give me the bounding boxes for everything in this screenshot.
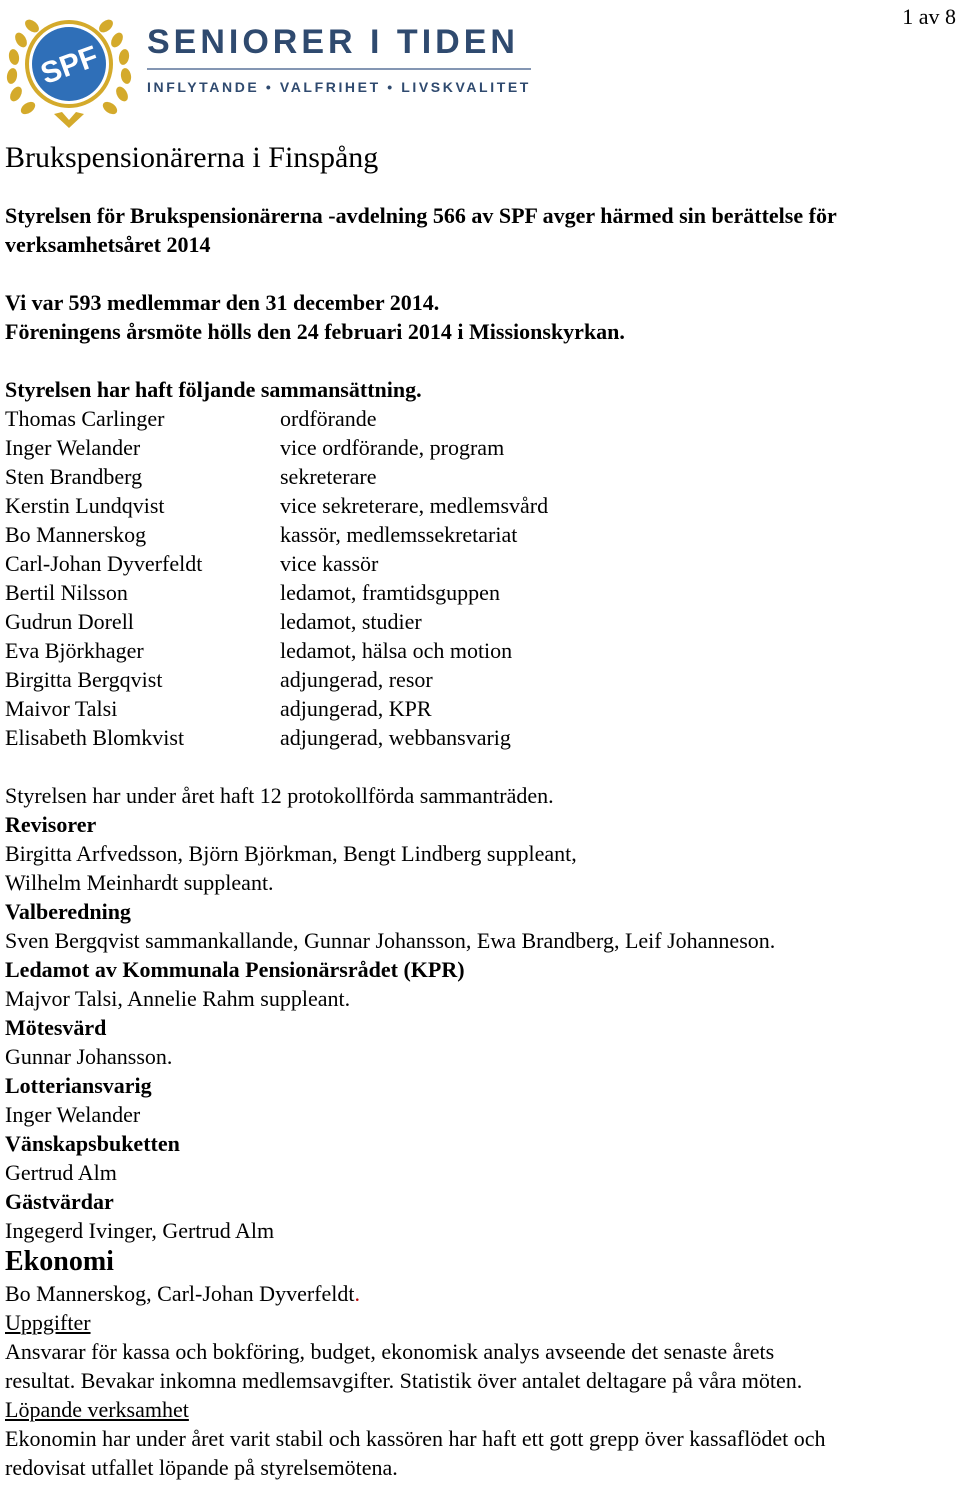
board-member-role: adjungerad, webbansvarig xyxy=(280,725,511,750)
board-member-role: ledamot, framtidsguppen xyxy=(280,580,500,605)
board-member-role: vice ordförande, program xyxy=(280,435,505,460)
lopande-line: redovisat utfallet löpande på styrelsemötena. xyxy=(5,1455,398,1480)
revisorer-line: Birgitta Arfvedsson, Björn Björkman, Bengt Lindberg suppleant, xyxy=(5,841,577,866)
board-member-name: Gudrun Dorell xyxy=(5,609,134,634)
board-member-name: Birgitta Bergqvist xyxy=(5,667,163,692)
vanskapsbuketten-text: Gertrud Alm xyxy=(5,1160,117,1185)
kpr-heading: Ledamot av Kommunala Pensionärsrådet (KPR) xyxy=(5,957,465,982)
board-member-role: adjungerad, resor xyxy=(280,667,433,692)
board-member-name: Bo Mannerskog xyxy=(5,522,147,547)
board-member-name: Maivor Talsi xyxy=(5,696,118,721)
svg-text:SPF: SPF xyxy=(36,39,103,91)
spf-logo xyxy=(2,2,136,136)
intro-paragraph: Styrelsen för Brukspensionärerna -avdelning 566 av SPF avger härmed sin berättelse för verksamhetsåret 2014 xyxy=(5,203,837,257)
lopande-line: Ekonomin har under året varit stabil och kassören har haft ett gott grepp över kassaflödet och xyxy=(5,1426,826,1451)
board-member-name: Inger Welander xyxy=(5,435,141,460)
document-body xyxy=(5,138,955,1482)
board-row xyxy=(5,578,955,607)
brand-tagline: INFLYTANDE • VALFRIHET • LIVSKVALITET xyxy=(147,79,531,95)
document-title: Brukspensionärerna i Finspång xyxy=(5,141,379,174)
gastvardar-heading: Gästvärdar xyxy=(5,1189,114,1214)
uppgifter-line: resultat. Bevakar inkomna medlemsavgifter. Statistik över antalet deltagare på våra möten. xyxy=(5,1368,803,1393)
brand-title: SENIORER I TIDEN xyxy=(147,23,519,61)
ekonomi-names: Bo Mannerskog, Carl-Johan Dyverfeldt xyxy=(5,1281,355,1306)
board-row xyxy=(5,433,955,462)
gastvardar-text: Ingegerd Ivinger, Gertrud Alm xyxy=(5,1218,275,1243)
board-row xyxy=(5,462,955,491)
ekonomi-red-period: . xyxy=(354,1281,360,1306)
board-member-name: Bertil Nilsson xyxy=(5,580,128,605)
board-member-name: Kerstin Lundqvist xyxy=(5,493,165,518)
board-row xyxy=(5,491,955,520)
board-row xyxy=(5,607,955,636)
ekonomi-heading: Ekonomi xyxy=(5,1246,114,1277)
revisorer-heading: Revisorer xyxy=(5,812,97,837)
board-table xyxy=(5,404,955,752)
board-member-name: Carl-Johan Dyverfeldt xyxy=(5,551,203,576)
vanskapsbuketten-heading: Vänskapsbuketten xyxy=(5,1131,180,1156)
lotteri-text: Inger Welander xyxy=(5,1102,141,1127)
valberedning-text: Sven Bergqvist sammankallande, Gunnar Johansson, Ewa Brandberg, Leif Johanneson. xyxy=(5,928,776,953)
board-member-name: Thomas Carlinger xyxy=(5,406,165,431)
board-member-role: vice kassör xyxy=(280,551,379,576)
valberedning-heading: Valberedning xyxy=(5,899,131,924)
board-member-role: ordförande xyxy=(280,406,377,431)
board-row xyxy=(5,723,955,752)
board-member-role: kassör, medlemssekretariat xyxy=(280,522,518,547)
lotteri-heading: Lotteriansvarig xyxy=(5,1073,152,1098)
board-row xyxy=(5,549,955,578)
board-member-name: Elisabeth Blomkvist xyxy=(5,725,185,750)
board-member-role: ledamot, hälsa och motion xyxy=(280,638,513,663)
facts-block xyxy=(5,288,955,346)
board-member-role: vice sekreterare, medlemsvård xyxy=(280,493,549,518)
board-member-name: Eva Björkhager xyxy=(5,638,144,663)
board-row xyxy=(5,636,955,665)
page-number: 1 av 8 xyxy=(902,4,956,29)
uppgifter-line: Ansvarar för kassa och bokföring, budget, ekonomisk analys avseende det senaste årets xyxy=(5,1339,775,1364)
board-member-role: ledamot, studier xyxy=(280,609,422,634)
members-line: Vi var 593 medlemmar den 31 december 2014. xyxy=(5,290,440,315)
motesvard-text: Gunnar Johansson. xyxy=(5,1044,173,1069)
board-row xyxy=(5,520,955,549)
board-heading: Styrelsen har haft följande sammansättning. xyxy=(5,377,422,402)
brand-divider xyxy=(147,68,531,70)
meetings-count-text: Styrelsen har under året haft 12 protokollförda sammanträden. xyxy=(5,783,554,808)
ekonomi-text xyxy=(5,1279,955,1308)
uppgifter-heading: Uppgifter xyxy=(5,1310,91,1335)
board-row xyxy=(5,694,955,723)
revisorer-line: Wilhelm Meinhardt suppleant. xyxy=(5,870,274,895)
meeting-line: Föreningens årsmöte hölls den 24 februari 2014 i Missionskyrkan. xyxy=(5,319,625,344)
lopande-heading: Löpande verksamhet xyxy=(5,1397,189,1422)
board-row xyxy=(5,665,955,694)
motesvard-heading: Mötesvärd xyxy=(5,1015,107,1040)
board-row xyxy=(5,404,955,433)
board-member-role: sekreterare xyxy=(280,464,377,489)
kpr-text: Majvor Talsi, Annelie Rahm suppleant. xyxy=(5,986,351,1011)
board-member-role: adjungerad, KPR xyxy=(280,696,432,721)
board-member-name: Sten Brandberg xyxy=(5,464,143,489)
